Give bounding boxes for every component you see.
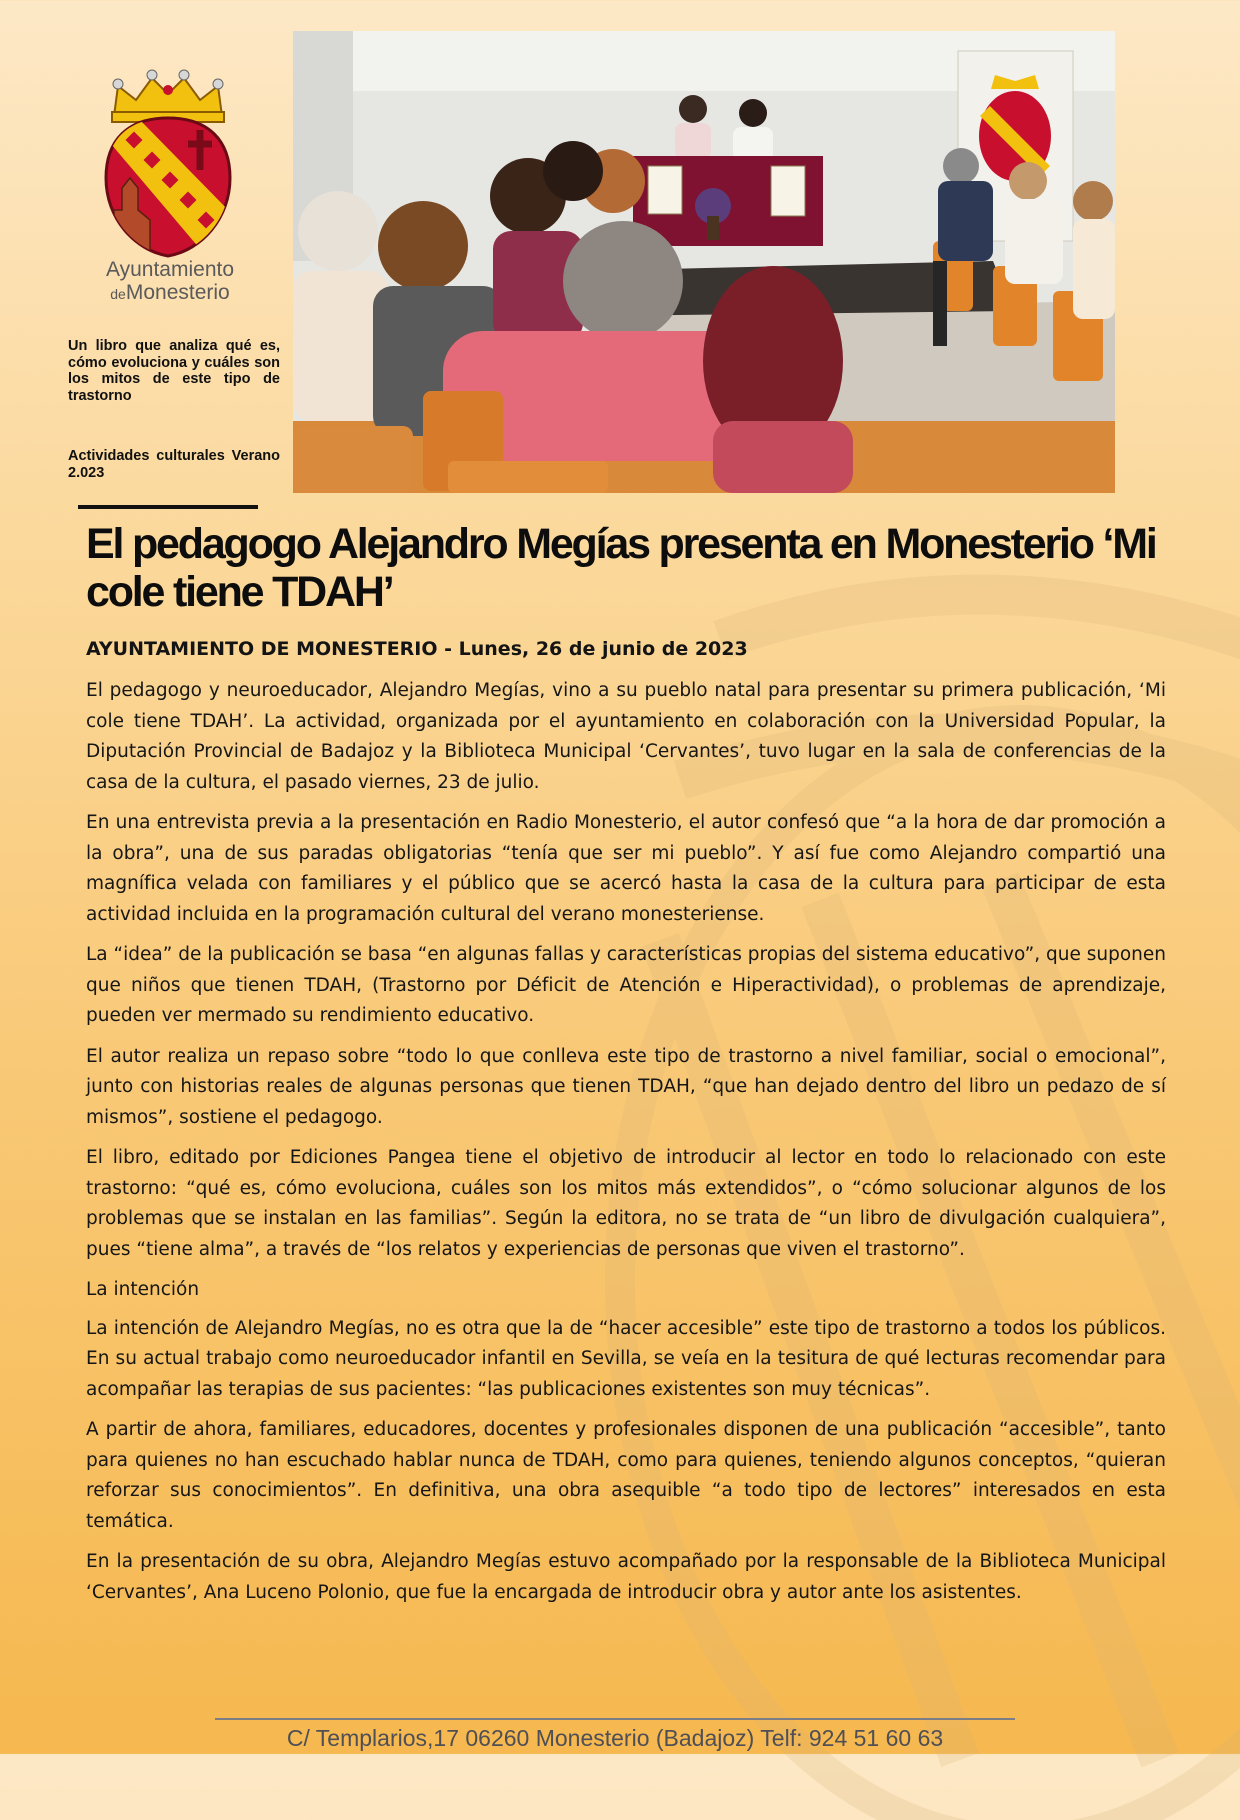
body-paragraph-1: El pedagogo y neuroeducador, Alejandro Megías, vino a su pueblo natal para presentar su primera publicación, ‘Mi cole tiene TDAH’. La actividad, organizada por el ayuntamiento en colaboración con la Universidad Popular, la Diputación Provincial de Badajoz y la Biblioteca Municipal ‘Cervantes’, tuvo lugar en la sala de conferencias de la casa de la cultura, el pasado viernes, 23 de julio. [86, 680, 1166, 793]
logo-line-1: Ayuntamiento [105, 258, 235, 281]
logo-wordmark [80, 258, 260, 306]
sidebar-summary: Un libro que analiza qué es, cómo evoluciona y cuáles son los mitos de este tipo de trastorno [68, 338, 280, 404]
body-paragraph-3: La “idea” de la publicación se basa “en algunas fallas y características propias del sistema educativo”, que suponen que niños que tienen TDAH, (Trastorno por Déficit de Atención e Hiperactividad), o problemas de aprendizaje, pueden ver mermado su rendimiento educativo. [86, 944, 1166, 1026]
logo-line-2 [80, 281, 260, 306]
body-paragraph-5: El libro, editado por Ediciones Pangea tiene el objetivo de introducir al lector en todo lo relacionado con este trastorno: “qué es, cómo evoluciona, cuáles son los mitos más extendidos”, o “cómo solucionar algunos de los problemas que se instalan en las familias”. Según la editora, no se trata de “un libro de divulgación cualquiera”, pues “tiene alma”, a través de “los relatos y experiencias de personas que viven el trastorno”. [86, 1147, 1166, 1260]
body-paragraph-8: En la presentación de su obra, Alejandro Megías estuvo acompañado por la responsable de la Biblioteca Municipal ‘Cervantes’, Ana Luceno Polonio, que fue la encargada de introducir obra y autor ante los asistentes. [86, 1551, 1166, 1603]
article-headline: El pedagogo Alejandro Megías presenta en Monesterio ‘Mi cole tiene TDAH’ [86, 520, 1156, 616]
body-subheading: La intención [86, 1279, 200, 1300]
body-paragraph-6: La intención de Alejandro Megías, no es otra que la de “hacer accesible” este tipo de trastorno a todos los públicos. En su actual trabajo como neuroeducador infantil en Sevilla, se veía en la tesitura de qué lecturas recomendar para acompañar las terapias de sus pacientes: “las publicaciones existentes son muy técnicas”. [86, 1317, 1166, 1400]
logo-small-word: de [110, 286, 126, 302]
coat-of-arms-icon [88, 60, 248, 260]
article-body [86, 676, 1166, 1618]
article-dateline: AYUNTAMIENTO DE MONESTERIO - Lunes, 26 de junio de 2023 [86, 638, 748, 660]
footer-address: C/ Templarios,17 06260 Monesterio (Badajoz) Telf: 924 51 60 63 [286, 1725, 944, 1751]
body-paragraph-4: El autor realiza un repaso sobre “todo lo que conlleva este tipo de trastorno a nivel familiar, social o emocional”, junto con historias reales de algunas personas que tienen TDAH, “que han dejado dentro del libro un pedazo de sí mismos”, sostiene el pedagogo. [86, 1045, 1166, 1128]
sidebar-section: Actividades culturales Verano 2.023 [68, 448, 280, 481]
body-paragraph-7: A partir de ahora, familiares, educadores, docentes y profesionales disponen de una publicación “accesible”, tanto para quienes no han escuchado hablar nunca de TDAH, como para quienes, teniendo algunos conceptos, “quieran reforzar sus conocimientos”. En definitiva, una obra asequible “a todo tipo de lectores” interesados en esta temática. [86, 1419, 1166, 1532]
footer-rule [215, 1718, 1015, 1720]
section-rule [78, 505, 258, 509]
event-photo [293, 31, 1115, 493]
body-paragraph-2: En una entrevista previa a la presentación en Radio Monesterio, el autor confesó que “a la hora de dar promoción a la obra”, una de sus paradas obligatorias “tenía que ser mi pueblo”. Y así fue como Alejandro compartió una magnífica velada con familiares y el público que se acercó hasta la casa de la cultura para participar de esta actividad incluida en la programación cultural del verano monesteriense. [86, 812, 1166, 925]
logo-town-name: Monesterio [125, 281, 230, 304]
